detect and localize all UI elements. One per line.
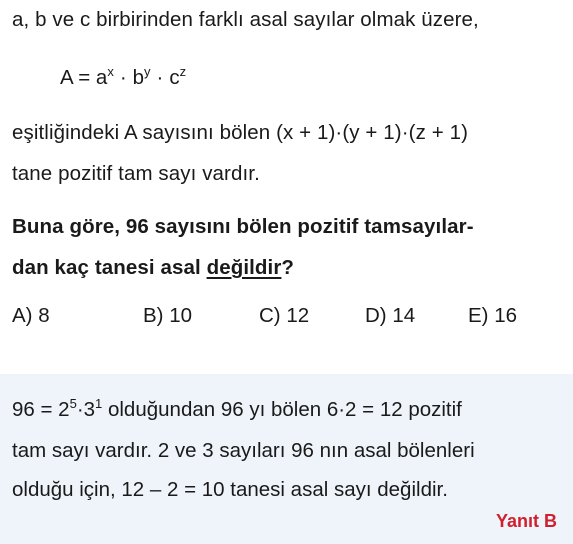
solution-exp-5: 5	[69, 396, 77, 411]
question-bold-suffix: ?	[281, 256, 295, 279]
answer-label: Yanıt B	[495, 511, 557, 531]
formula-exp-z: z	[179, 64, 187, 79]
solution-line-1	[12, 398, 462, 422]
formula-base-b: b	[132, 66, 145, 89]
question-bold-line-1: Buna göre, 96 sayısını bölen pozitif tamsayılar-	[12, 215, 474, 238]
solution-line-2: tam sayı vardır. 2 ve 3 sayıları 96 nın asal bölenleri	[12, 439, 475, 462]
solution-panel	[0, 374, 573, 544]
question-bold-prefix: dan kaç tanesi asal	[12, 256, 207, 279]
question-line-4: tane pozitif tam sayı vardır.	[12, 162, 260, 185]
formula-lhs: A = a	[60, 66, 108, 89]
question-bold-line-2	[12, 256, 294, 280]
solution-line-3: olduğu için, 12 – 2 = 10 tanesi asal sayı değildir.	[12, 478, 448, 501]
formula-exp-y: y	[144, 64, 151, 79]
formula-dot-2: ·	[156, 66, 164, 89]
formula-dot-1: ·	[119, 66, 127, 89]
option-c[interactable]: C) 12	[259, 304, 310, 327]
solution-line-1-mid: ·3	[76, 398, 96, 421]
solution-line-1-post: olduğundan 96 yı bölen 6·2 = 12 pozitif	[102, 398, 462, 421]
option-d[interactable]: D) 14	[365, 304, 416, 327]
question-line-3: eşitliğindeki A sayısını bölen (x + 1)·(y + 1)·(z + 1)	[12, 121, 469, 144]
question-line-1: a, b ve c birbirinden farklı asal sayılar olmak üzere,	[12, 8, 479, 31]
formula	[60, 66, 186, 90]
option-b[interactable]: B) 10	[143, 304, 192, 327]
formula-base-c: c	[169, 66, 180, 89]
option-e[interactable]: E) 16	[468, 304, 517, 327]
formula-exp-x: x	[107, 64, 114, 79]
solution-line-1-pre: 96 = 2	[12, 398, 70, 421]
question-underlined-word: değildir	[206, 256, 282, 279]
solution-exp-1: 1	[95, 396, 103, 411]
option-a[interactable]: A) 8	[12, 304, 50, 327]
